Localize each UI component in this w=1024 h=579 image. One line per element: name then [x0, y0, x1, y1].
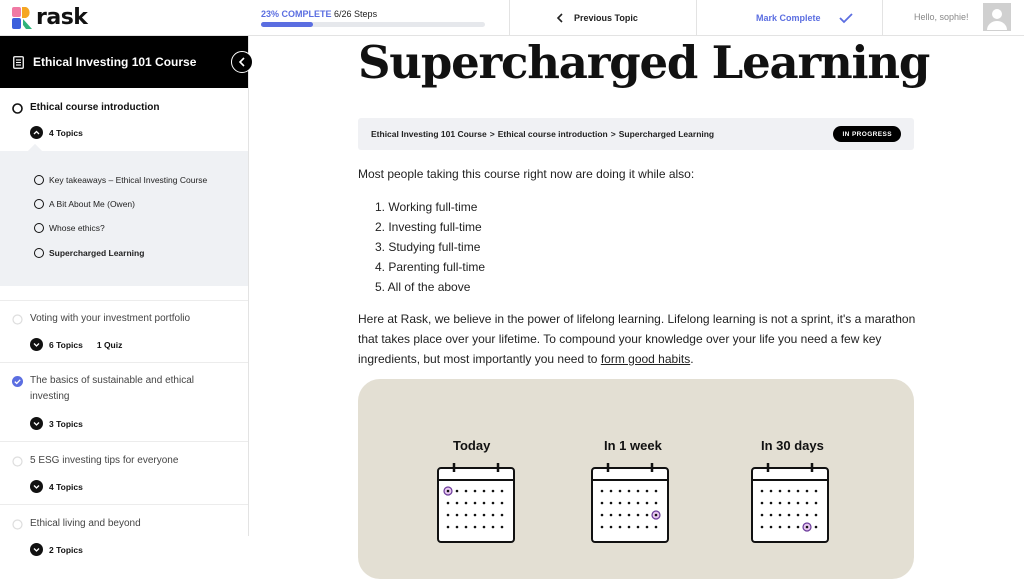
lesson-title: Ethical living and beyond [30, 518, 141, 529]
divider [882, 0, 883, 36]
divider [696, 0, 697, 36]
status-badge: IN PROGRESS [833, 126, 901, 142]
topic-count: 2 Topics [49, 544, 83, 555]
breadcrumb-link[interactable]: Ethical course introduction [497, 129, 608, 139]
list-item: 4. Parenting full-time [375, 260, 486, 274]
lesson-topic-toggle[interactable] [30, 126, 83, 139]
lesson-title: 5 ESG investing tips for everyone [30, 455, 179, 466]
previous-topic-button[interactable] [556, 0, 638, 36]
lesson-topic-toggle[interactable] [30, 480, 83, 493]
lesson-item[interactable] [0, 442, 248, 505]
course-title: Ethical Investing 101 Course [33, 55, 197, 69]
topic-count: 4 Topics [49, 481, 83, 492]
activity-list [375, 197, 485, 297]
lesson-item[interactable] [0, 505, 248, 565]
chevron-down-icon [30, 543, 43, 556]
topic-status-icon [34, 223, 44, 233]
document-icon [13, 56, 24, 69]
progress-bar-fill [261, 22, 313, 27]
course-header[interactable] [0, 36, 248, 88]
brand-logo[interactable] [12, 5, 87, 30]
status-circle-icon [12, 103, 23, 114]
progress-bar [261, 22, 485, 27]
lesson-title: The basics of sustainable and ethical investing [30, 375, 194, 402]
lesson-topic-toggle[interactable] [30, 543, 83, 556]
breadcrumb: Ethical Investing 101 Course > Ethical course introduction > Supercharged Learning [371, 129, 715, 139]
mark-complete-button[interactable] [756, 0, 853, 36]
calendar-label: In 30 days [761, 438, 824, 453]
lesson-topic-toggle[interactable] [30, 338, 122, 351]
quiz-count: 1 Quiz [96, 339, 123, 350]
calendar-label: In 1 week [604, 438, 662, 453]
lesson-item[interactable] [0, 301, 248, 363]
list-item: 3. Studying full-time [375, 240, 481, 254]
status-circle-icon [12, 519, 23, 530]
calendar-icon [436, 463, 516, 543]
topic-item[interactable]: A Bit About Me (Owen) [34, 199, 135, 209]
list-item: 5. All of the above [375, 280, 471, 294]
progress-percent: 23% COMPLETE [261, 9, 332, 19]
lesson-item[interactable] [0, 88, 248, 301]
lesson-item[interactable] [0, 363, 248, 442]
chevron-down-icon [30, 417, 43, 430]
chevron-down-icon [30, 338, 43, 351]
topic-count: 3 Topics [49, 418, 83, 429]
list-item: 2. Investing full-time [375, 220, 482, 234]
habit-illustration [358, 379, 914, 579]
chevron-left-icon [556, 13, 564, 23]
topic-item-current[interactable]: Supercharged Learning [34, 248, 144, 258]
topic-status-icon [34, 199, 44, 209]
breadcrumb-bar [358, 118, 914, 150]
course-sidebar [0, 36, 249, 555]
breadcrumb-current: Supercharged Learning [618, 129, 715, 139]
lesson-title: Voting with your investment portfolio [30, 313, 191, 324]
intro-paragraph: Most people taking this course right now are doing it while also: [358, 167, 695, 181]
avatar[interactable] [983, 3, 1011, 31]
topic-item[interactable]: Key takeaways – Ethical Investing Course [34, 175, 207, 185]
user-greeting: Hello, sophie! [914, 12, 969, 22]
breadcrumb-link[interactable]: Ethical Investing 101 Course [371, 129, 487, 139]
previous-topic-label: Previous Topic [574, 13, 638, 23]
form-good-habits-link[interactable]: form good habits [600, 352, 691, 366]
topic-status-icon [34, 175, 44, 185]
list-item: 1. Working full-time [375, 200, 478, 214]
status-circle-icon [12, 314, 23, 325]
rask-logo-icon [12, 7, 32, 29]
status-circle-icon [12, 456, 23, 467]
topic-count: 4 Topics [49, 127, 83, 138]
user-avatar-icon [983, 3, 1011, 31]
chevron-left-icon [238, 57, 246, 67]
mark-complete-label: Mark Complete [756, 13, 821, 23]
lesson-title: Ethical course introduction [30, 102, 160, 113]
course-progress [261, 9, 485, 27]
lesson-topic-toggle[interactable] [30, 417, 83, 430]
brand-name: rask [36, 5, 88, 30]
body-paragraph: Here at Rask, we believe in the power of lifelong learning. Lifelong learning is not a sprint, it's a marathon that takes place over your lifetime. To compound your knowledge over your life you need a few key ingredients, but most importantly you need to form good habits. [358, 312, 916, 366]
topic-status-icon [34, 248, 44, 258]
progress-steps: 6/26 Steps [334, 9, 378, 19]
topic-list [0, 151, 248, 286]
top-bar [0, 0, 1024, 36]
chevron-up-icon [30, 126, 43, 139]
divider [509, 0, 510, 36]
calendar-icon [750, 463, 830, 543]
page-title: Supercharged Learning [358, 36, 930, 89]
topic-count: 6 Topics [49, 339, 83, 350]
calendar-icon [590, 463, 670, 543]
calendar-label: Today [453, 438, 491, 453]
topic-item[interactable]: Whose ethics? [34, 223, 105, 233]
checkmark-icon [839, 13, 853, 23]
chevron-down-icon [30, 480, 43, 493]
lesson-content [250, 36, 1024, 536]
check-circle-icon [12, 376, 23, 387]
